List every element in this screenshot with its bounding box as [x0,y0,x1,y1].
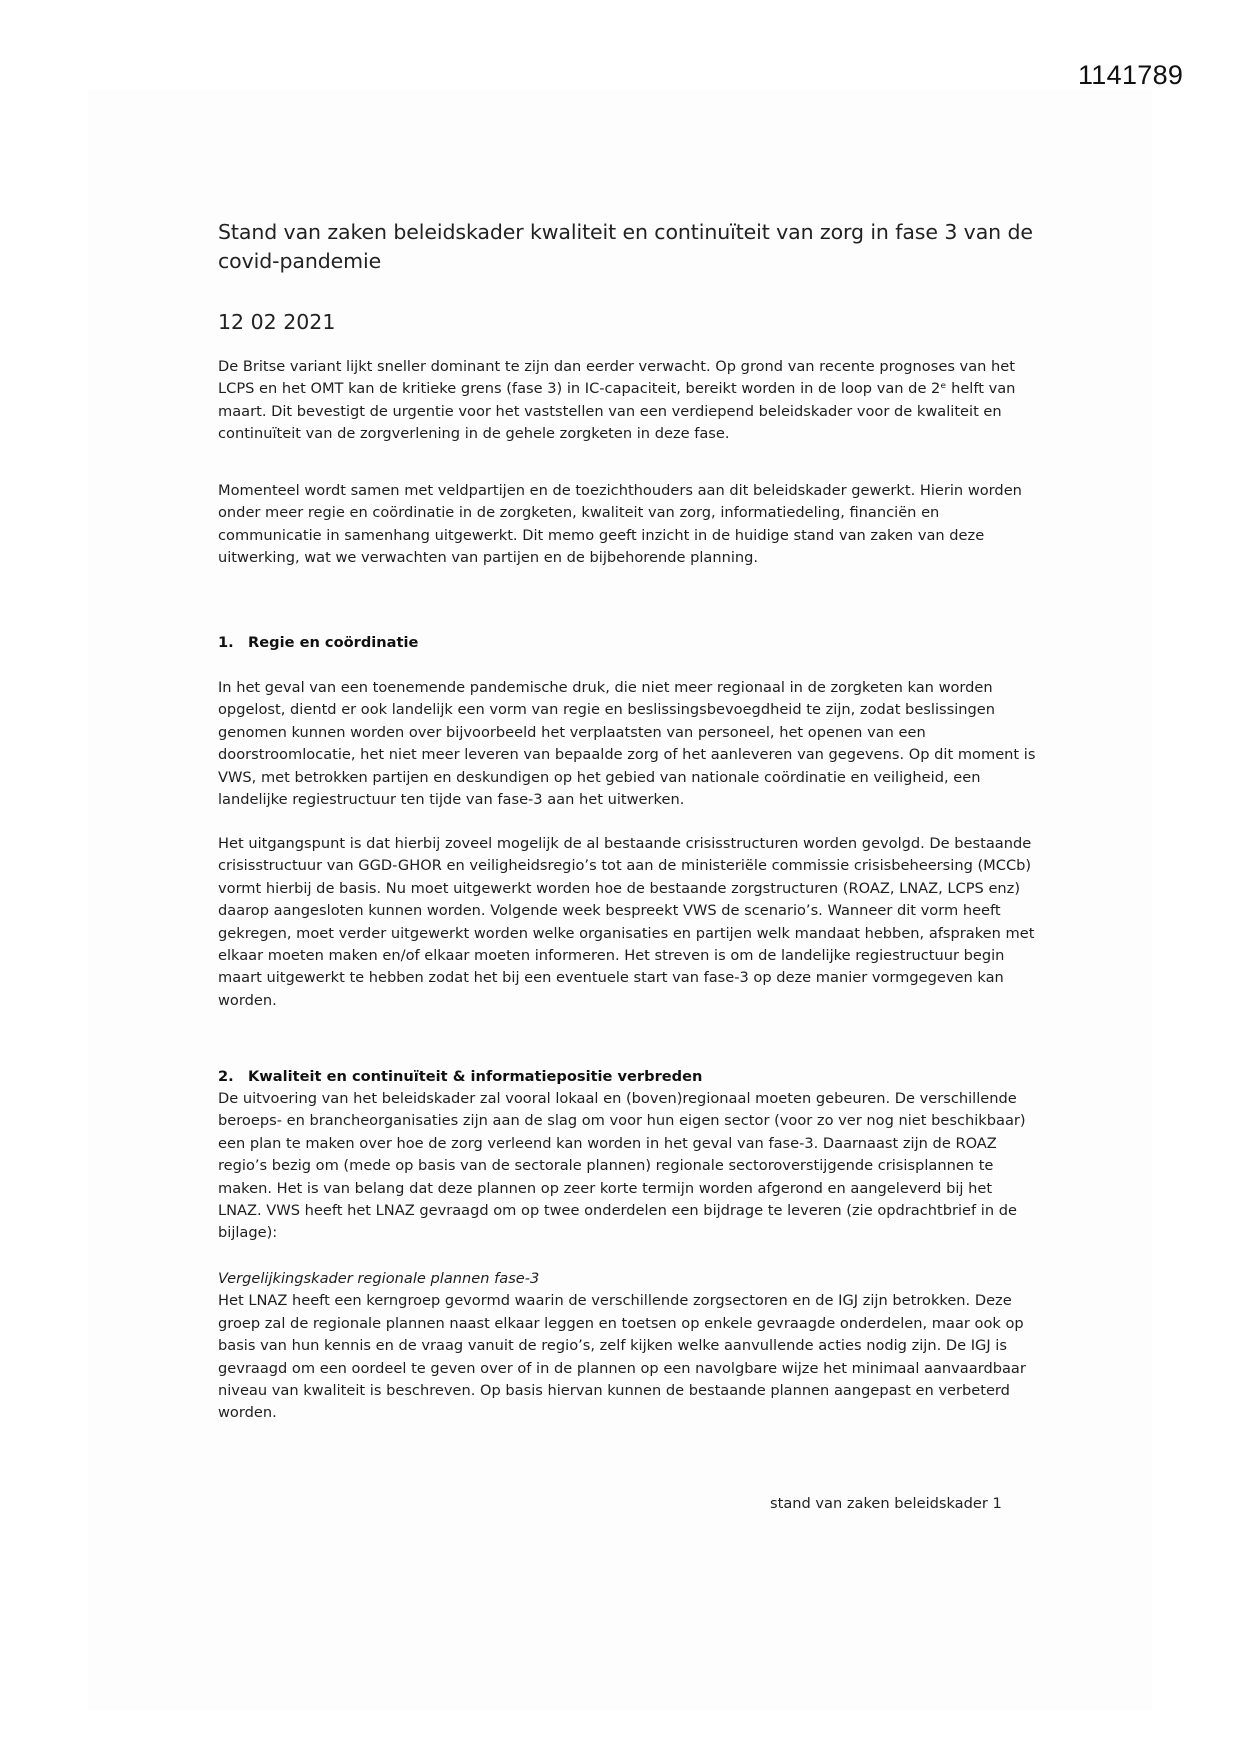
section-1-number: 1. [218,634,234,651]
section-1-title: Regie en coördinatie [248,634,419,651]
subsection-heading: Vergelijkingskader regionale plannen fase-3 [218,1270,540,1287]
subsection-paragraph: Het LNAZ heeft een kerngroep gevormd waarin de verschillende zorgsectoren en de IGJ zijn betrokken. Deze groep zal de regionale plannen naast elkaar leggen en toetsen op enkele gevraagde onderdelen, maar ook op basis van hun kennis en de vraag vanuit de regio’s, zelf kijken welke aanvullende acties nodig zijn. De IGJ is gevraagd om een oordeel te geven over of in de plannen op een navolgbare wijze het minimaal aanvaardbaar niveau van kwaliteit is beschreven. Op basis hiervan kunnen de bestaande plannen aangepast en verbeterd worden. [218,1292,1026,1422]
section-1-heading [218,632,1036,654]
section-2-heading [218,1066,1036,1088]
document-id: 1141789 [1078,60,1184,90]
intro-paragraph-2: Momenteel wordt samen met veldpartijen en de toezichthouders aan dit beleidskader gewerkt. Hierin worden onder meer regie en coördinatie in de zorgketen, kwaliteit van zorg, informatiedeling, financiën en communicatie in samenhang uitgewerkt. Dit memo geeft inzicht in de huidige stand van zaken van deze uitwerking, wat we verwachten van partijen en de bijbehorende planning. [218,482,1022,567]
section-2-title: Kwaliteit en continuïteit & informatiepositie verbreden [248,1068,703,1085]
section-2-subsection [218,1268,1036,1425]
section-2-paragraph-1: De uitvoering van het beleidskader zal vooral lokaal en (boven)regionaal moeten gebeuren. De verschillende beroeps- en brancheorganisaties zijn aan de slag om voor hun eigen sector (voor zo ver nog niet beschikbaar) een plan te maken over hoe de zorg verleend kan worden in het geval van fase-3. Daarnaast zijn de ROAZ regio’s bezig om (mede op basis van de sectorale plannen) regionale sectoroverstijgende crisisplannen te maken. Het is van belang dat deze plannen op zeer korte termijn worden afgerond en aangeleverd bij het LNAZ. VWS heeft het LNAZ gevraagd om op twee onderdelen een bijdrage te leveren (zie opdrachtbrief in de bijlage): [218,1090,1026,1242]
section-1-paragraph-2: Het uitgangspunt is dat hierbij zoveel mogelijk de al bestaande crisisstructuren worden gevolgd. De bestaande crisisstructuur van GGD-GHOR en veiligheidsregio’s tot aan de ministeriële commissie crisisbeheersing (MCCb) vormt hierbij de basis. Nu moet uitgewerkt worden hoe de bestaande zorgstructuren (ROAZ, LNAZ, LCPS enz) daarop aangesloten kunnen worden. Volgende week bespreekt VWS de scenario’s. Wanneer dit vorm heeft gekregen, moet verder uitgewerkt worden welke organisaties en partijen welk mandaat hebben, afspraken met elkaar moeten maken en/of elkaar moeten informeren. Het streven is om de landelijke regiestructuur begin maart uitgewerkt te hebben zodat het bij een eventuele start van fase-3 op deze manier vormgegeven kan worden. [218,835,1035,1009]
intro-paragraph-1: De Britse variant lijkt sneller dominant te zijn dan eerder verwacht. Op grond van recente prognoses van het LCPS en het OMT kan de kritieke grens (fase 3) in IC-capaciteit, bereikt worden in de loop van de 2ᵉ helft van maart. Dit bevestigt de urgentie voor het vaststellen van een verdiepend beleidskader voor de kwaliteit en continuïteit van de zorgverlening in de gehele zorgketen in deze fase. [218,358,1016,443]
section-2-number: 2. [218,1068,234,1085]
document-date: 12 02 2021 [218,310,336,334]
document-title: Stand van zaken beleidskader kwaliteit en continuïteit van zorg in fase 3 van de covid-pandemie [218,220,1033,273]
page-footer: stand van zaken beleidskader 1 [770,1495,1002,1512]
section-1-paragraph-1: In het geval van een toenemende pandemische druk, die niet meer regionaal in de zorgketen kan worden opgelost, dientd er ook landelijk een vorm van regie en beslissingsbevoegdheid te zijn, zodat beslissingen genomen kunnen worden over bijvoorbeeld het verplaatsten van personeel, het openen van een doorstroomlocatie, het niet meer leveren van bepaalde zorg of het aanleveren van gegevens. Op dit moment is VWS, met betrokken partijen en deskundigen op het gebied van nationale coördinatie en veiligheid, een landelijke regiestructuur ten tijde van fase-3 aan het uitwerken. [218,679,1036,809]
